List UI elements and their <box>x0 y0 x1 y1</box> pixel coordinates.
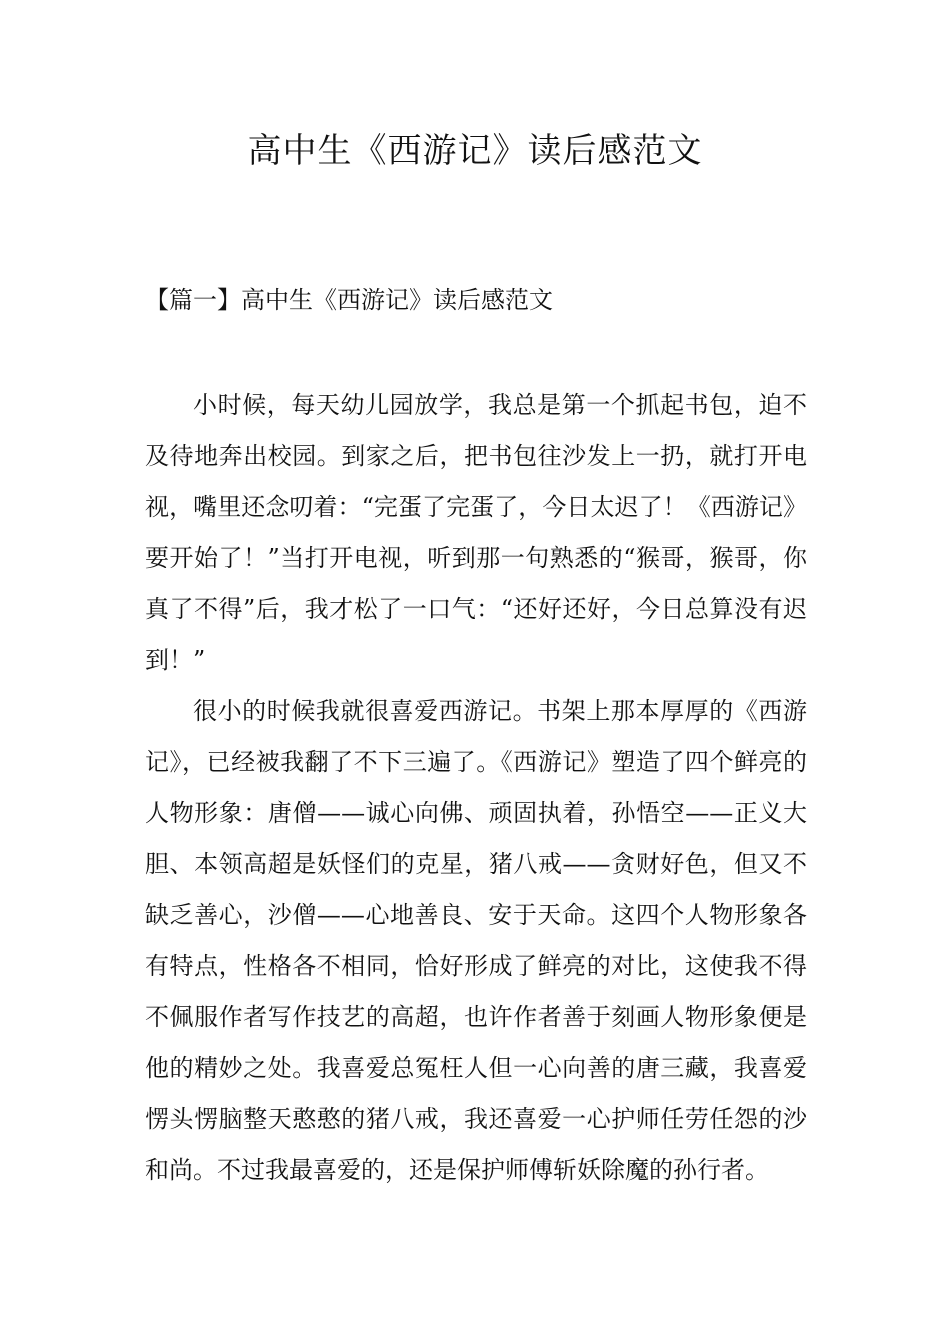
paragraph-1: 小时候，每天幼儿园放学，我总是第一个抓起书包，迫不及待地奔出校园。到家之后，把书包往沙发上一扔，就打开电视，嘴里还念叨着：“完蛋了完蛋了，今日太迟了！《西游记》要开始了！”当打开电视，听到那一句熟悉的“猴哥，猴哥，你真了不得”后，我才松了一口气：“还好还好，今日总算没有迟到！” <box>145 391 807 674</box>
section-heading: 【篇一】高中生《西游记》读后感范文 <box>145 286 553 314</box>
paragraph-2: 很小的时候我就很喜爱西游记。书架上那本厚厚的《西游记》，已经被我翻了不下三遍了。《西游记》塑造了四个鲜亮的人物形象：唐僧——诚心向佛、顽固执着，孙悟空——正义大胆、本领高超是妖怪们的克星，猪八戒——贪财好色，但又不缺乏善心，沙僧——心地善良、安于天命。这四个人物形象各有特点，性格各不相同，恰好形成了鲜亮的对比，这使我不得不佩服作者写作技艺的高超，也许作者善于刻画人物形象便是他的精妙之处。我喜爱总冤枉人但一心向善的唐三藏，我喜爱愣头愣脑整天憨憨的猪八戒，我还喜爱一心护师任劳任怨的沙和尚。不过我最喜爱的，还是保护师傅斩妖除魔的孙行者。 <box>145 697 807 1184</box>
body-text <box>145 380 807 1196</box>
page-title: 高中生《西游记》读后感范文 <box>247 131 703 171</box>
